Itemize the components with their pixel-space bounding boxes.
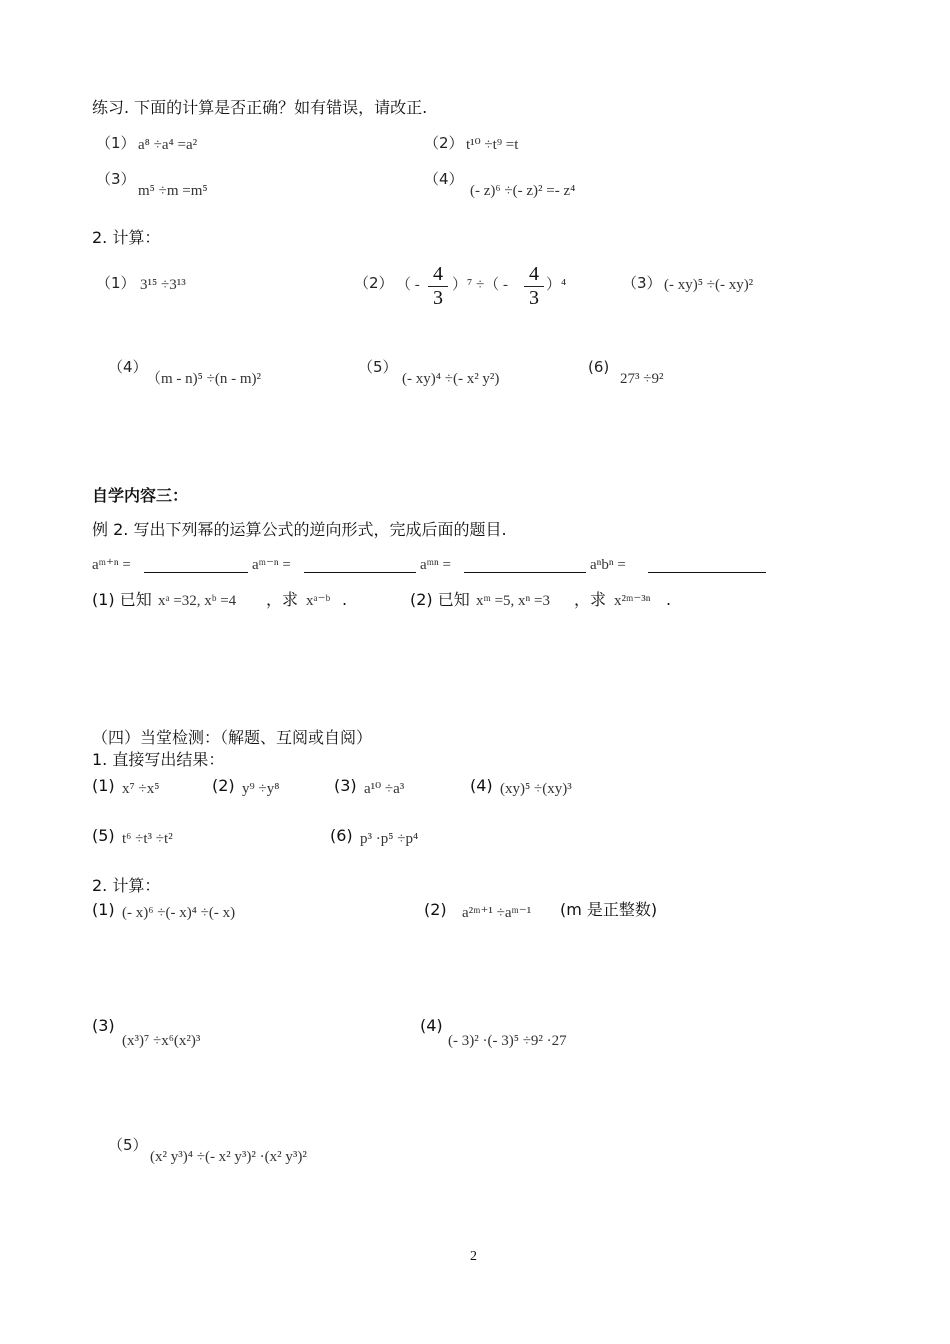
practice-4-label: （4）: [424, 170, 464, 188]
q1-prefix: (1) 已知: [92, 590, 152, 609]
calc1-4-label: （4）: [108, 358, 148, 376]
calc2-5-expr: (x² y³)⁴ ÷(- x² y³)² ·(x² y³)²: [150, 1149, 307, 1165]
direct-2-label: (2): [212, 776, 235, 795]
calc1-2-post: ）⁴: [546, 277, 567, 293]
calc1-6-label: (6): [588, 358, 610, 376]
q2-given: xᵐ =5, xⁿ =3: [476, 593, 550, 609]
formula-1: aᵐ⁺ⁿ =: [92, 557, 131, 573]
q2-end: .: [666, 590, 672, 609]
calc2-1-expr: (- x)⁶ ÷(- x)⁴ ÷(- x): [122, 905, 236, 921]
calc1-6-expr: 27³ ÷9²: [620, 371, 664, 387]
direct-3-label: (3): [334, 776, 357, 795]
direct-2-expr: y⁹ ÷y⁸: [242, 781, 280, 797]
self-study-heading: 自学内容三：: [92, 486, 189, 505]
formula-4-blank[interactable]: [648, 572, 766, 573]
calc1-2-fraction: [428, 264, 448, 309]
q2-prefix: (2) 已知: [410, 590, 470, 609]
calc1-1-expr: 3¹⁵ ÷3¹³: [140, 277, 186, 293]
q2-target: x²ᵐ⁻³ⁿ: [614, 593, 651, 609]
page-number: 2: [470, 1249, 477, 1264]
calc1-5-label: （5）: [358, 358, 398, 376]
formula-2: aᵐ⁻ⁿ =: [252, 557, 291, 573]
q1-target: xᵃ⁻ᵇ: [306, 593, 331, 609]
formula-1-blank[interactable]: [144, 572, 248, 573]
direct-4-expr: (xy)⁵ ÷(xy)³: [500, 781, 572, 797]
formula-4: aⁿbⁿ =: [590, 557, 626, 573]
example-2-text: 例 2. 写出下列幂的运算公式的逆向形式，完成后面的题目.: [92, 520, 507, 539]
fraction-denominator: 3: [433, 287, 443, 309]
q2-ask: ，求: [574, 590, 607, 609]
practice-4-expr: (- z)⁶ ÷(- z)² =- z⁴: [470, 183, 576, 199]
fraction-numerator: 4: [529, 263, 539, 285]
formula-2-blank[interactable]: [304, 572, 416, 573]
calc2-5-label: （5）: [108, 1136, 148, 1154]
check-heading: （四）当堂检测：（解题、互阅或自阅）: [92, 728, 373, 747]
practice-3-label: （3）: [96, 170, 136, 188]
calc1-3-label: （3）: [622, 274, 662, 292]
direct-5-label: (5): [92, 826, 115, 845]
direct-6-label: (6): [330, 826, 353, 845]
calc2-2-note: (m 是正整数): [560, 900, 658, 919]
practice-1-label: （1）: [96, 134, 136, 152]
direct-4-label: (4): [470, 776, 493, 795]
practice-3-expr: m⁵ ÷m =m⁵: [138, 183, 208, 199]
calc1-1-label: （1）: [96, 274, 136, 292]
practice-2-label: （2）: [424, 134, 464, 152]
calc1-5-expr: (- xy)⁴ ÷(- x² y²): [402, 371, 500, 387]
calc1-2-pre: （ -: [396, 277, 420, 293]
calc2-3-expr: (x³)⁷ ÷x⁶(x²)³: [122, 1033, 201, 1049]
calc2-4-expr: (- 3)² ·(- 3)⁵ ÷9² ·27: [448, 1033, 567, 1049]
check-sub1: 1. 直接写出结果：: [92, 750, 225, 769]
q1-ask: ，求: [266, 590, 299, 609]
direct-3-expr: a¹⁰ ÷a³: [364, 781, 405, 797]
fraction-denominator: 3: [529, 287, 539, 309]
fraction-numerator: 4: [433, 263, 443, 285]
calc1-4-expr: （m - n)⁵ ÷(n - m)²: [146, 371, 262, 387]
practice-2-expr: t¹⁰ ÷t⁹ =t: [466, 137, 519, 153]
calc2-2-label: (2): [424, 900, 447, 919]
direct-1-label: (1): [92, 776, 115, 795]
calc2-2-expr: a²ᵐ⁺¹ ÷aᵐ⁻¹: [462, 905, 532, 921]
practice-heading: 练习. 下面的计算是否正确？如有错误，请改正.: [92, 98, 428, 117]
calc1-heading: 2. 计算：: [92, 228, 161, 247]
calc2-3-label: (3): [92, 1016, 115, 1035]
calc2-1-label: (1): [92, 900, 115, 919]
calc1-2-fraction-2: [524, 264, 544, 309]
calc1-2-label: （2）: [354, 274, 394, 292]
formula-3-blank[interactable]: [464, 572, 586, 573]
direct-5-expr: t⁶ ÷t³ ÷t²: [122, 831, 173, 847]
practice-1-expr: a⁸ ÷a⁴ =a²: [138, 137, 198, 153]
check-sub2: 2. 计算：: [92, 876, 161, 895]
calc1-2-mid: ）⁷ ÷（ -: [452, 277, 508, 293]
direct-6-expr: p³ ·p⁵ ÷p⁴: [360, 831, 419, 847]
direct-1-expr: x⁷ ÷x⁵: [122, 781, 160, 797]
q1-given: xᵃ =32, xᵇ =4: [158, 593, 237, 609]
calc1-3-expr: (- xy)⁵ ÷(- xy)²: [664, 277, 754, 293]
formula-3: aᵐⁿ =: [420, 557, 451, 573]
calc2-4-label: (4): [420, 1016, 443, 1035]
q1-end: .: [342, 590, 348, 609]
